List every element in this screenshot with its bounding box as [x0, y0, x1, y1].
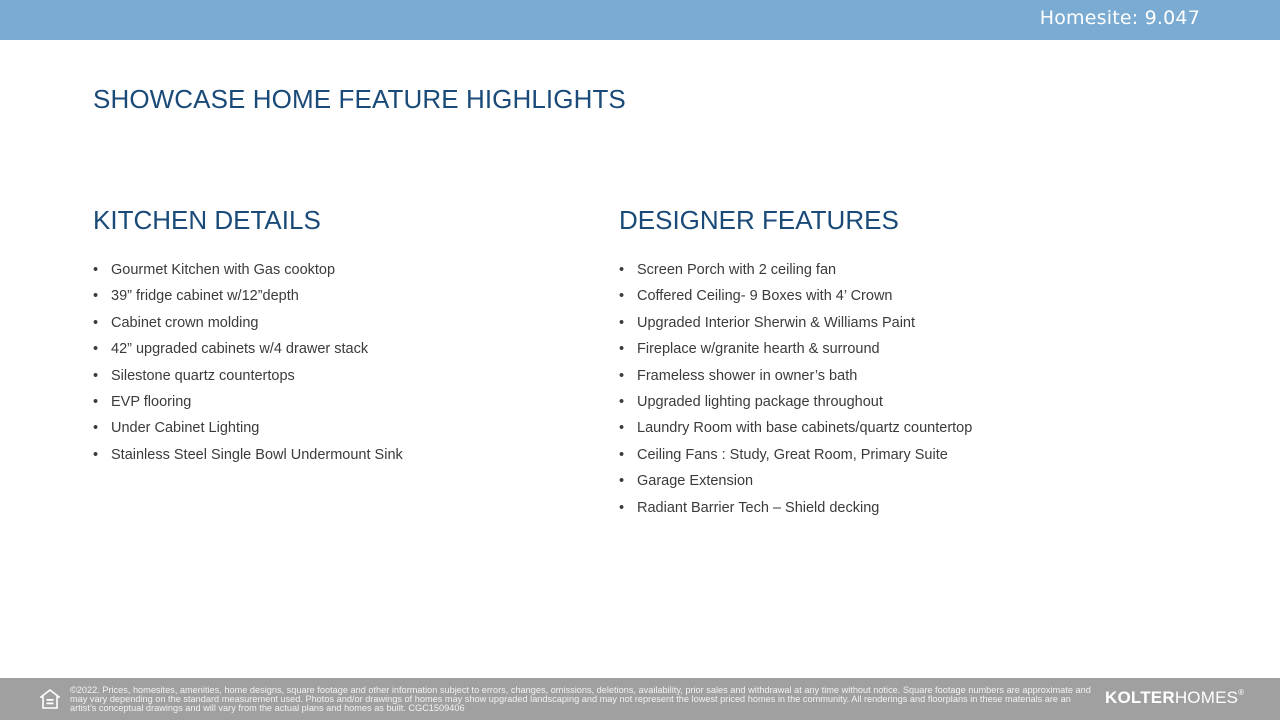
list-item: • 42” upgraded cabinets w/4 drawer stack: [93, 340, 573, 366]
list-item: • Cabinet crown molding: [93, 314, 573, 340]
list-item: • Garage Extension: [619, 472, 1179, 498]
kolter-homes-logo: [1105, 688, 1244, 708]
legal-disclaimer: ©2022. Prices, homesites, amenities, home designs, square footage and other information subject to errors, changes, omissions, deletions, availability, prior sales and withdrawal at any time without notice. Square footage numbers are approximate and may vary depending on the standard measurement used. Photos and/or drawings of homes may show upgraded landscaping and may not represent the lowest priced homes in the community. All renderings and floorplans in these materials are an artist’s conceptual drawings and will vary from the actual plans and homes as built. CGC1509406: [70, 685, 1091, 713]
logo-bold-text: KOLTER: [1105, 688, 1175, 707]
equal-housing-opportunity-icon: [40, 689, 60, 709]
list-item: • Stainless Steel Single Bowl Undermount Sink: [93, 446, 573, 472]
list-item: • Upgraded lighting package throughout: [619, 393, 1179, 419]
list-item: • EVP flooring: [93, 393, 573, 419]
list-item: • Screen Porch with 2 ceiling fan: [619, 261, 1179, 287]
list-item: • Radiant Barrier Tech – Shield decking: [619, 499, 1179, 525]
list-item: • Fireplace w/granite hearth & surround: [619, 340, 1179, 366]
homesite-label: Homesite: 9.047: [1039, 7, 1200, 29]
list-item: • Laundry Room with base cabinets/quartz countertop: [619, 419, 1179, 445]
list-item: • 39” fridge cabinet w/12”depth: [93, 287, 573, 313]
list-item: • Upgraded Interior Sherwin & Williams Paint: [619, 314, 1179, 340]
designer-feature-list: [619, 261, 1179, 525]
designer-features-heading: DESIGNER FEATURES: [619, 205, 899, 235]
list-item: • Under Cabinet Lighting: [93, 419, 573, 445]
designer-features-section: [619, 205, 1179, 525]
list-item: • Gourmet Kitchen with Gas cooktop: [93, 261, 573, 287]
kitchen-details-section: [93, 205, 573, 472]
list-item: • Ceiling Fans : Study, Great Room, Primary Suite: [619, 446, 1179, 472]
list-item: • Coffered Ceiling- 9 Boxes with 4’ Crown: [619, 287, 1179, 313]
page-title: SHOWCASE HOME FEATURE HIGHLIGHTS: [93, 84, 626, 114]
logo-regular-text: HOMES: [1174, 688, 1239, 707]
kitchen-details-heading: KITCHEN DETAILS: [93, 205, 321, 235]
list-item: • Frameless shower in owner’s bath: [619, 367, 1179, 393]
list-item: • Silestone quartz countertops: [93, 367, 573, 393]
kitchen-feature-list: [93, 261, 573, 472]
header-bar: [0, 0, 1280, 40]
footer-bar: [0, 678, 1280, 720]
logo-registered-mark: ®: [1238, 688, 1245, 697]
